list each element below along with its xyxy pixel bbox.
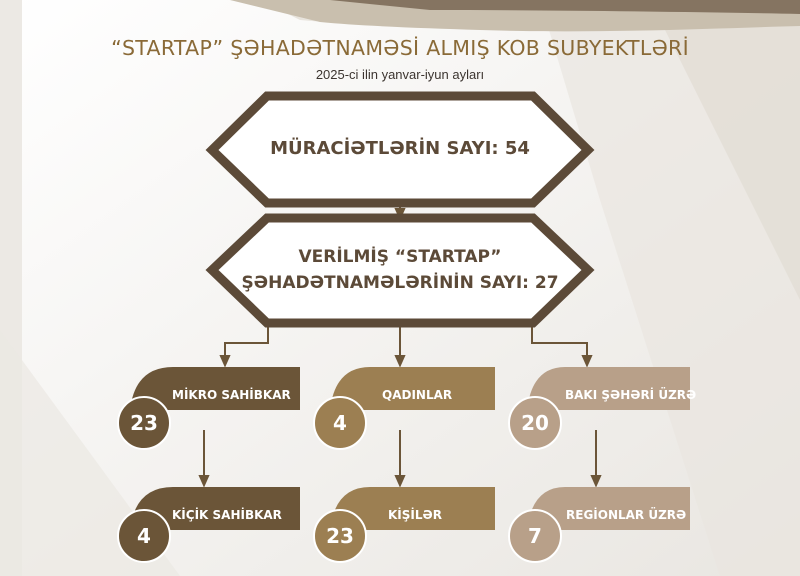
men-label: KİŞİLƏR	[388, 508, 442, 522]
women-count: 4	[313, 396, 367, 450]
micro-entrepreneur-label: MİKRO SAHİBKAR	[172, 388, 291, 402]
small-entrepreneur-label: KİÇİK SAHİBKAR	[172, 508, 282, 522]
micro-entrepreneur-count: 23	[117, 396, 171, 450]
baku-label: BAKI ŞƏHƏRİ ÜZRƏ	[565, 388, 697, 402]
women-label: QADINLAR	[382, 388, 453, 402]
regions-label: REGİONLAR ÜZRƏ	[566, 508, 687, 522]
issued-certificates-line-1: VERİLMİŞ “STARTAP”	[298, 247, 502, 267]
issued-certificates-line-2: ŞƏHADƏTNAMƏLƏRİNİN SAYI: 27	[241, 273, 559, 293]
applications-count-text: MÜRACİƏTLƏRİN SAYI: 54	[270, 138, 530, 159]
page-title: “STARTAP” ŞƏHADƏTNAMƏSİ ALMIŞ KOB SUBYEKTLƏRİ	[111, 36, 689, 60]
issued-certificates-text	[212, 244, 588, 296]
page-subtitle: 2025-ci ilin yanvar-iyun ayları	[315, 67, 485, 82]
baku-count: 20	[508, 396, 562, 450]
men-count: 23	[313, 509, 367, 563]
regions-count: 7	[508, 509, 562, 563]
small-entrepreneur-count: 4	[117, 509, 171, 563]
